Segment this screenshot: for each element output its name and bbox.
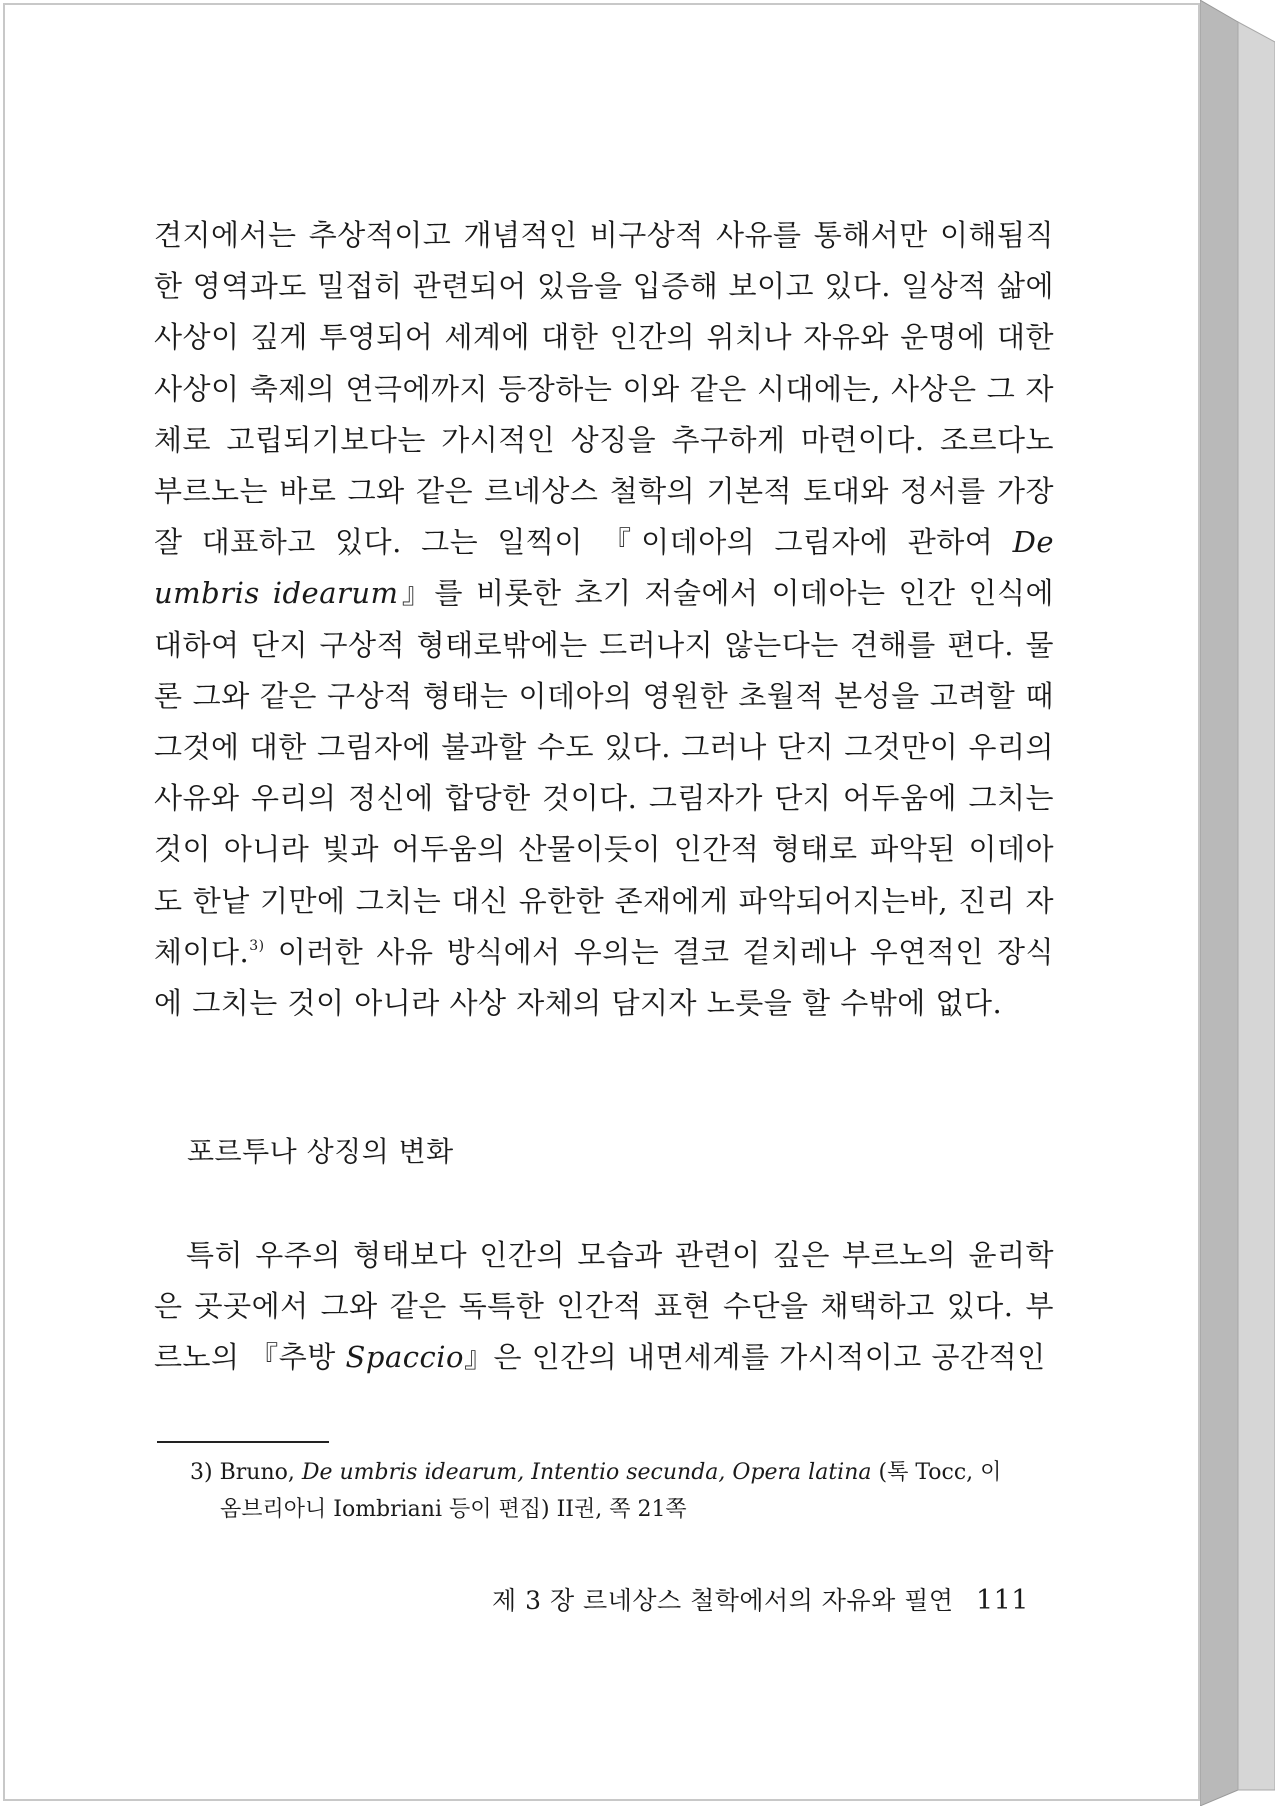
main-paragraph <box>154 210 1054 1029</box>
paragraph-text: 』를 비롯한 초기 저술에서 이데아는 인간 인식에 대하여 단지 구상적 형태로밖에는 드러나지 않는다는 견해를 편다. 물론 그와 같은 구상적 형태는 이데아의 영원한 초월적 본성을 고려할 때 그것에 대한 그림자에 불과할 수도 있다. 그러나 단지 그것만이 우리의 사유와 우리의 정신에 합당한 것이다. 그림자가 단지 어두움에 그치는 것이 아니라 빛과 어두움의 산물이듯이 인간적 형태로 파악된 이데아도 한낱 기만에 그치는 대신 유한한 존재에게 파악되어지는바, 진리 자체이다. <box>154 576 1054 969</box>
footnote-reference[interactable]: 3) <box>249 937 265 954</box>
footnote-works: De umbris idearum, Intentio secunda, Opera latina <box>301 1460 872 1485</box>
chapter-title: 제 3 장 르네상스 철학에서의 자유와 필연 <box>492 1586 954 1615</box>
footnote-author: Bruno, <box>219 1460 302 1485</box>
running-footer <box>492 1581 1029 1617</box>
paragraph-text: 견지에서는 추상적이고 개념적인 비구상적 사유를 통해서만 이해됨직한 영역과도 밀접히 관련되어 있음을 입증해 보이고 있다. 일상적 삶에 사상이 깊게 투영되어 세계에 대한 인간의 위치나 자유와 운명에 대한 사상이 축제의 연극에까지 등장하는 이와 같은 시대에는, 사상은 그 자체로 고립되기보다는 가시적인 상징을 추구하게 마련이다. 조르다노 부르노는 바로 그와 같은 르네상스 철학의 기본적 토대와 정서를 가장 잘 대표하고 있다. 그는 일찍이 『이데아의 그림자에 관하여 <box>154 218 1054 560</box>
footnote-number: 3) <box>190 1460 213 1485</box>
section-heading: 포르투나 상징의 변화 <box>187 1135 454 1168</box>
footnote-continuation: 옴브리아니 Iombriani 등이 편집) II권, 쪽 21쪽 <box>220 1497 687 1522</box>
paragraph-text: 이러한 사유 방식에서 우의는 결코 겉치레나 우연적인 장식에 그치는 것이 아니라 사상 자체의 담지자 노릇을 할 수밖에 없다. <box>154 934 1054 1021</box>
paragraph-text: 』은 인간의 내면세계를 가시적이고 공간적인 <box>463 1340 1046 1375</box>
footnote-text: (톡 Tocc, 이 <box>871 1460 1002 1485</box>
page-number: 111 <box>975 1585 1029 1616</box>
book-title-latin: De umbris idearum <box>154 525 1054 611</box>
book-title-latin: Spaccio <box>345 1340 464 1375</box>
page-stack-edge <box>1200 0 1275 1806</box>
paragraph-text: 특히 우주의 형태보다 인간의 모습과 관련이 깊은 부르노의 윤리학은 곳곳에서 그와 같은 독특한 인간적 표현 수단을 채택하고 있다. 부르노의 『추방 <box>154 1238 1054 1375</box>
second-paragraph <box>154 1230 1054 1384</box>
footnote-divider <box>157 1441 329 1443</box>
footnote <box>190 1454 1056 1528</box>
